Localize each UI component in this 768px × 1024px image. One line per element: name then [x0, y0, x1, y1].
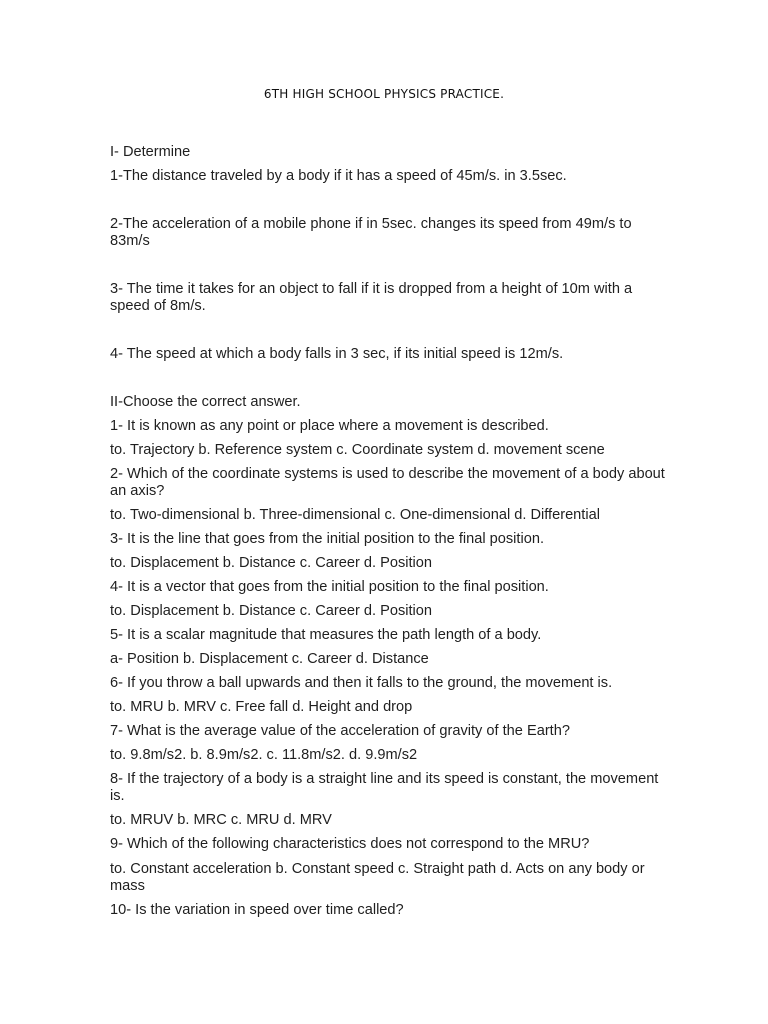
mc-question-8: 8- If the trajectory of a body is a straight line and its speed is constant, the movement is. — [110, 771, 659, 804]
determine-question-1: 1-The distance traveled by a body if it has a speed of 45m/s. in 3.5sec. — [110, 168, 567, 184]
section-1-heading: I- Determine — [110, 144, 191, 160]
page-title: 6TH HIGH SCHOOL PHYSICS PRACTICE. — [263, 87, 505, 101]
mc-question-9: 9- Which of the following characteristics does not correspond to the MRU? — [110, 836, 590, 852]
mc-answer-options-8: to. MRUV b. MRC c. MRU d. MRV — [110, 812, 332, 828]
mc-question-3: 3- It is the line that goes from the initial position to the final position. — [110, 531, 545, 547]
mc-answer-options-2: to. Two-dimensional b. Three-dimensional c. One-dimensional d. Differential — [110, 507, 600, 523]
mc-question-5: 5- It is a scalar magnitude that measures the path length of a body. — [110, 627, 542, 643]
determine-question-4: 4- The speed at which a body falls in 3 sec, if its initial speed is 12m/s. — [110, 346, 564, 362]
mc-answer-options-1: to. Trajectory b. Reference system c. Coordinate system d. movement scene — [110, 442, 605, 458]
mc-question-6: 6- If you throw a ball upwards and then it falls to the ground, the movement is. — [110, 675, 613, 691]
mc-answer-options-6: to. MRU b. MRV c. Free fall d. Height and drop — [110, 699, 413, 715]
mc-answer-options-9: to. Constant acceleration b. Constant speed c. Straight path d. Acts on any body or mass — [110, 861, 645, 894]
mc-question-1: 1- It is known as any point or place where a movement is described. — [110, 418, 549, 434]
section-2-heading: II-Choose the correct answer. — [110, 394, 301, 410]
determine-question-3: 3- The time it takes for an object to fall if it is dropped from a height of 10m with a speed of 8m/s. — [110, 281, 633, 314]
mc-answer-options-3: to. Displacement b. Distance c. Career d. Position — [110, 555, 433, 571]
mc-question-7: 7- What is the average value of the acceleration of gravity of the Earth? — [110, 723, 570, 739]
mc-answer-options-7: to. 9.8m/s2. b. 8.9m/s2. c. 11.8m/s2. d. 9.9m/s2 — [110, 747, 418, 763]
mc-question-10: 10- Is the variation in speed over time called? — [110, 902, 404, 918]
mc-question-4: 4- It is a vector that goes from the initial position to the final position. — [110, 579, 549, 595]
mc-answer-options-5: a- Position b. Displacement c. Career d. Distance — [110, 651, 429, 667]
mc-answer-options-4: to. Displacement b. Distance c. Career d. Position — [110, 603, 433, 619]
mc-question-2: 2- Which of the coordinate systems is used to describe the movement of a body about an axis? — [110, 466, 665, 499]
determine-question-2: 2-The acceleration of a mobile phone if in 5sec. changes its speed from 49m/s to 83m/s — [110, 216, 632, 249]
